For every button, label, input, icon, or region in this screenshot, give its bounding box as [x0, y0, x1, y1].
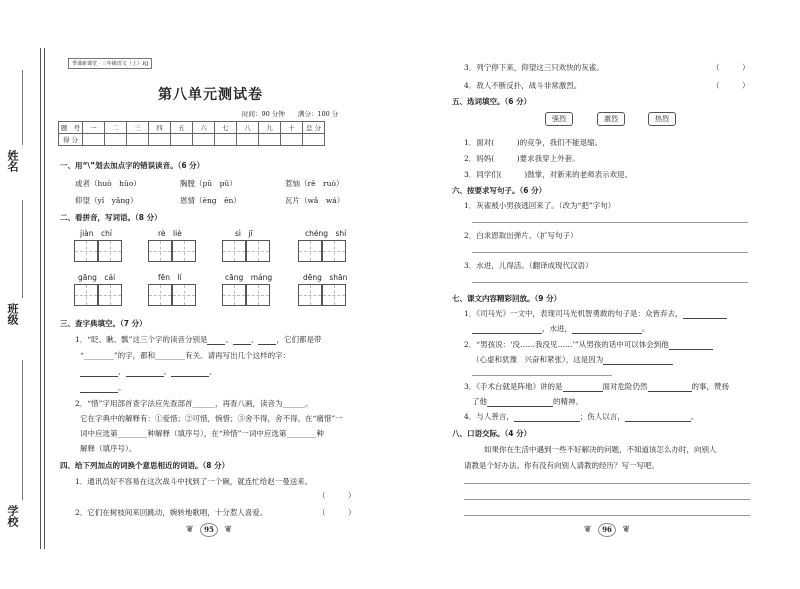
- score-header: 六: [193, 122, 215, 134]
- char-cell[interactable]: [98, 240, 122, 262]
- answer-line[interactable]: [464, 499, 750, 500]
- s3-q1-line2: [80, 350, 290, 361]
- s3-q1-line4: 。: [80, 382, 126, 393]
- s6-q3: 3．水进，儿得活。（翻译成现代汉语）: [464, 261, 593, 270]
- score-cell[interactable]: [281, 134, 303, 146]
- score-table: [58, 121, 325, 146]
- s3-q1-text: “________”的字，都和________有关。请再写出几个这样的字：: [80, 351, 291, 360]
- char-cell[interactable]: [172, 240, 196, 262]
- s3-q2-line1: 2．“惜”字用部首查字法应先查部首______，再查八画，读音为______。: [75, 399, 313, 408]
- answer-blank[interactable]: [258, 337, 276, 345]
- answer-blank[interactable]: [126, 369, 164, 377]
- s7-text: 面对危险仍然: [602, 382, 648, 391]
- s7-q2-line1: [464, 339, 713, 350]
- s3-q2-line2: 它在字典中的解释有：①爱惜；②可惜，惋惜；③舍不得，舍不得。在“痛惜”一: [80, 414, 343, 423]
- class-field[interactable]: [22, 200, 23, 298]
- name-field[interactable]: [22, 70, 23, 145]
- s7-text: （心虚和犹豫 兴奋和紧张），这是因为: [472, 355, 604, 364]
- s7-q3-line2: [472, 396, 583, 407]
- s1-pinyin: （wǎ wá）: [300, 196, 345, 205]
- score-header: 二: [105, 122, 127, 134]
- page-title: 第八单元测试卷: [158, 87, 263, 103]
- s7-q2-line2: [472, 354, 673, 365]
- s1-item: [180, 178, 237, 189]
- answer-line[interactable]: [472, 222, 748, 223]
- word-option: 激烈: [597, 112, 625, 126]
- score-cell[interactable]: [171, 134, 193, 146]
- char-cell[interactable]: [172, 284, 196, 306]
- s2-pinyin: gāng cái: [78, 273, 116, 282]
- section-5-title: 五、选词填空。（6 分）: [452, 97, 532, 106]
- answer-blank[interactable]: [233, 337, 251, 345]
- s7-q3-line1: [464, 381, 729, 392]
- answer-line[interactable]: [464, 515, 750, 516]
- answer-blank[interactable]: [669, 342, 713, 350]
- char-cell[interactable]: [222, 284, 246, 306]
- s7-text: 2．“男孩说：‘没……我没见……’”从男孩的话中可以体会到他: [464, 340, 669, 349]
- s5-q2: 2．妈妈( )要求我穿上外套。: [464, 154, 580, 163]
- s1-item: [285, 195, 344, 206]
- section-4-title: 四、给下列加点的词换个意思相近的词语。（8 分）: [60, 461, 230, 470]
- s2-pinyin: cāng máng: [225, 273, 273, 282]
- score-cell[interactable]: [259, 134, 281, 146]
- s7-q1-line2: ，水进， 。: [472, 323, 650, 334]
- char-grid[interactable]: [74, 240, 122, 262]
- s1-item: [75, 195, 137, 206]
- s5-q1: 1．面对( )的竞争，我们不能退缩。: [464, 138, 603, 147]
- s1-item: [180, 195, 241, 206]
- section-7-title: 七、课文内容精彩回放。（9 分）: [452, 294, 562, 303]
- answer-blank[interactable]: [625, 414, 691, 422]
- score-header: 十: [281, 122, 303, 134]
- s8-para-line1: 如果你在生活中遇到一些不好解决的问题，不知道该怎么办时，向别人: [484, 445, 717, 454]
- score-header: 题 号: [59, 122, 83, 134]
- s1-word: 惹恼: [285, 179, 300, 188]
- school-field[interactable]: [22, 360, 23, 500]
- score-header: 一: [83, 122, 105, 134]
- char-grid[interactable]: [298, 284, 346, 306]
- word-option: 强烈: [545, 112, 573, 126]
- s1-word: 瓦片: [285, 196, 300, 205]
- answer-blank[interactable]: [171, 369, 209, 377]
- page-number-96: [594, 522, 620, 538]
- char-cell[interactable]: [298, 284, 322, 306]
- score-row-label: 得 分: [59, 134, 83, 146]
- answer-line[interactable]: [472, 375, 612, 376]
- score-header: 七: [215, 122, 237, 134]
- margin-line: [40, 48, 41, 549]
- answer-blank[interactable]: [514, 414, 580, 422]
- answer-paren[interactable]: （ ）: [712, 81, 750, 90]
- s3-q1-line1: 1．“眨、瞅、瓢”这三个字的读音分别是 、 、 ，它们都是带: [75, 335, 322, 344]
- answer-blank[interactable]: [603, 357, 673, 365]
- score-cell[interactable]: [237, 134, 259, 146]
- answer-blank[interactable]: [80, 369, 118, 377]
- s1-word: 或者: [75, 179, 90, 188]
- char-cell[interactable]: [148, 240, 172, 262]
- score-cell[interactable]: [83, 134, 105, 146]
- answer-paren[interactable]: （ ）: [318, 508, 356, 517]
- score-cell[interactable]: [105, 134, 127, 146]
- s5-q3: 3．同学们( )鼓掌，对新来的老师表示欢迎。: [464, 170, 633, 179]
- answer-blank[interactable]: [563, 384, 603, 392]
- s7-text: 4．与人善言，: [464, 412, 514, 421]
- score-header: 九: [259, 122, 281, 134]
- char-cell[interactable]: [322, 284, 346, 306]
- char-cell[interactable]: [246, 240, 270, 262]
- s4-q2: 2．它们在树枝间来回跳动，婉转地歌唱，十分惹人喜爱。: [75, 508, 268, 517]
- score-header: 八: [237, 122, 259, 134]
- char-grid[interactable]: [74, 284, 122, 306]
- s7-q4: 4．与人善言， ；伤人以言， 。: [464, 412, 699, 421]
- answer-blank[interactable]: [487, 399, 553, 407]
- s7-text: 的精神。: [553, 397, 583, 406]
- s3-q1-text: 1．“眨、瞅、瓢”这三个字的读音分别是: [75, 335, 208, 344]
- s2-pinyin: fēn lí: [158, 273, 182, 282]
- s6-q1: 1．灰雀被小男孩逃回来了。（改为“把”字句）: [464, 201, 616, 210]
- exam-meta: 时间：90 分钟 满分：100 分: [242, 110, 339, 118]
- s1-pinyin: （ēng ēn）: [195, 196, 241, 205]
- answer-paren[interactable]: （ ）: [318, 491, 356, 500]
- r-q4: 4．敌人不断反扑，战斗非常激烈。: [464, 81, 582, 90]
- char-cell[interactable]: [298, 240, 322, 262]
- char-grid[interactable]: [222, 240, 270, 262]
- score-cell[interactable]: [127, 134, 149, 146]
- s4-q1: 1．通讯员好不容易在这次战斗中找到了一个碗，就连忙给赵一曼送来。: [75, 477, 313, 486]
- answer-blank[interactable]: [80, 385, 118, 393]
- char-cell[interactable]: [322, 240, 346, 262]
- answer-blank[interactable]: [472, 326, 542, 334]
- s7-text: 1．《司马光》一文中，表现司马光机智勇敢的句子是：众皆弃去，: [464, 309, 683, 318]
- s1-item: [75, 178, 141, 189]
- s1-pinyin: （pǔ pǔ）: [195, 179, 237, 188]
- char-grid[interactable]: [222, 284, 270, 306]
- s1-item: [285, 178, 343, 189]
- s3-q1-line3: 、 、 、: [80, 366, 217, 377]
- section-3-title: 三、查字典填空。（7 分）: [60, 319, 147, 328]
- s1-pinyin: （rě ruò）: [300, 179, 344, 188]
- s7-text: 3．《手术台就是阵地》讲的是: [464, 382, 563, 391]
- answer-line[interactable]: [472, 282, 748, 283]
- s3-q2-line4: 解释（填序号）。: [80, 444, 137, 453]
- series-label: 季课新课堂 · 三年级语文（上）· RJ: [68, 58, 152, 69]
- char-grid[interactable]: [298, 240, 346, 262]
- page-number: 95: [200, 523, 218, 537]
- margin-line: [44, 48, 45, 549]
- s1-word: 仰望: [75, 196, 90, 205]
- section-6-title: 六、按要求写句子。（6 分）: [452, 186, 547, 195]
- section-1-title: 一、用“\”划去加点字的错误读音。（6 分）: [60, 161, 205, 170]
- s2-pinyin: sì jī: [235, 229, 253, 238]
- s7-text: ，水进，: [542, 324, 572, 333]
- s2-pinyin: dēng shān: [303, 273, 348, 282]
- char-cell[interactable]: [148, 284, 172, 306]
- s3-q1-text: ，它们都是带: [276, 335, 322, 344]
- s7-q1-line1: [464, 308, 727, 319]
- score-cell[interactable]: [149, 134, 171, 146]
- school-label: 学校: [6, 505, 19, 527]
- char-grid[interactable]: [148, 284, 196, 306]
- answer-line[interactable]: [472, 252, 748, 253]
- s7-text: ；伤人以言，: [579, 412, 625, 421]
- score-header: 四: [149, 122, 171, 134]
- s2-pinyin: chéng shí: [305, 229, 347, 238]
- s6-q2: 2．白求恩取出弹片。（扩写句子）: [464, 231, 578, 240]
- char-cell[interactable]: [74, 284, 98, 306]
- answer-blank[interactable]: [207, 337, 225, 345]
- answer-blank[interactable]: [648, 384, 692, 392]
- char-cell[interactable]: [222, 240, 246, 262]
- score-header: 总 分: [303, 122, 325, 134]
- binding-margin: [0, 0, 52, 589]
- s7-text: 的事，赞扬: [691, 382, 730, 391]
- section-2-title: 二、看拼音，写词语。（8 分）: [60, 213, 162, 222]
- s8-para-line2: 请教是个好办法。你有没有向别人请教的经历？写一写吧。: [464, 461, 659, 470]
- page-number: 96: [598, 523, 616, 537]
- s1-pinyin: （huò hǔo）: [90, 179, 141, 188]
- score-row: [59, 134, 325, 146]
- answer-paren[interactable]: （ ）: [712, 63, 750, 72]
- s1-word: 恩情: [180, 196, 195, 205]
- class-label: 班级: [6, 303, 19, 325]
- name-label: 姓名: [6, 150, 19, 172]
- answer-blank[interactable]: [572, 326, 642, 334]
- s2-pinyin: rè liè: [158, 229, 182, 238]
- s7-text: 了他: [472, 397, 487, 406]
- answer-blank[interactable]: [683, 311, 727, 319]
- char-cell[interactable]: [98, 284, 122, 306]
- score-header: 五: [171, 122, 193, 134]
- page-number-95: [196, 522, 222, 538]
- char-cell[interactable]: [246, 284, 270, 306]
- score-header: 三: [127, 122, 149, 134]
- word-option: 热烈: [648, 112, 676, 126]
- score-cell[interactable]: [303, 134, 325, 146]
- score-cell[interactable]: [193, 134, 215, 146]
- score-header-row: [59, 122, 325, 134]
- s1-word: 胸膛: [180, 179, 195, 188]
- answer-line[interactable]: [464, 483, 750, 484]
- s3-q2-line3: 词中应选第________种解释（填序号），在“珍惜”一词中应选第________种: [80, 429, 324, 438]
- char-grid[interactable]: [148, 240, 196, 262]
- section-8-title: 八、口语交际。（4 分）: [452, 429, 532, 438]
- r-q3: 3．列宁停下来，仰望这三只欢快的灰雀。: [464, 63, 604, 72]
- char-cell[interactable]: [74, 240, 98, 262]
- score-cell[interactable]: [215, 134, 237, 146]
- s1-pinyin: （yǐ yǎng）: [90, 196, 138, 205]
- s2-pinyin: jiàn chí: [80, 229, 112, 238]
